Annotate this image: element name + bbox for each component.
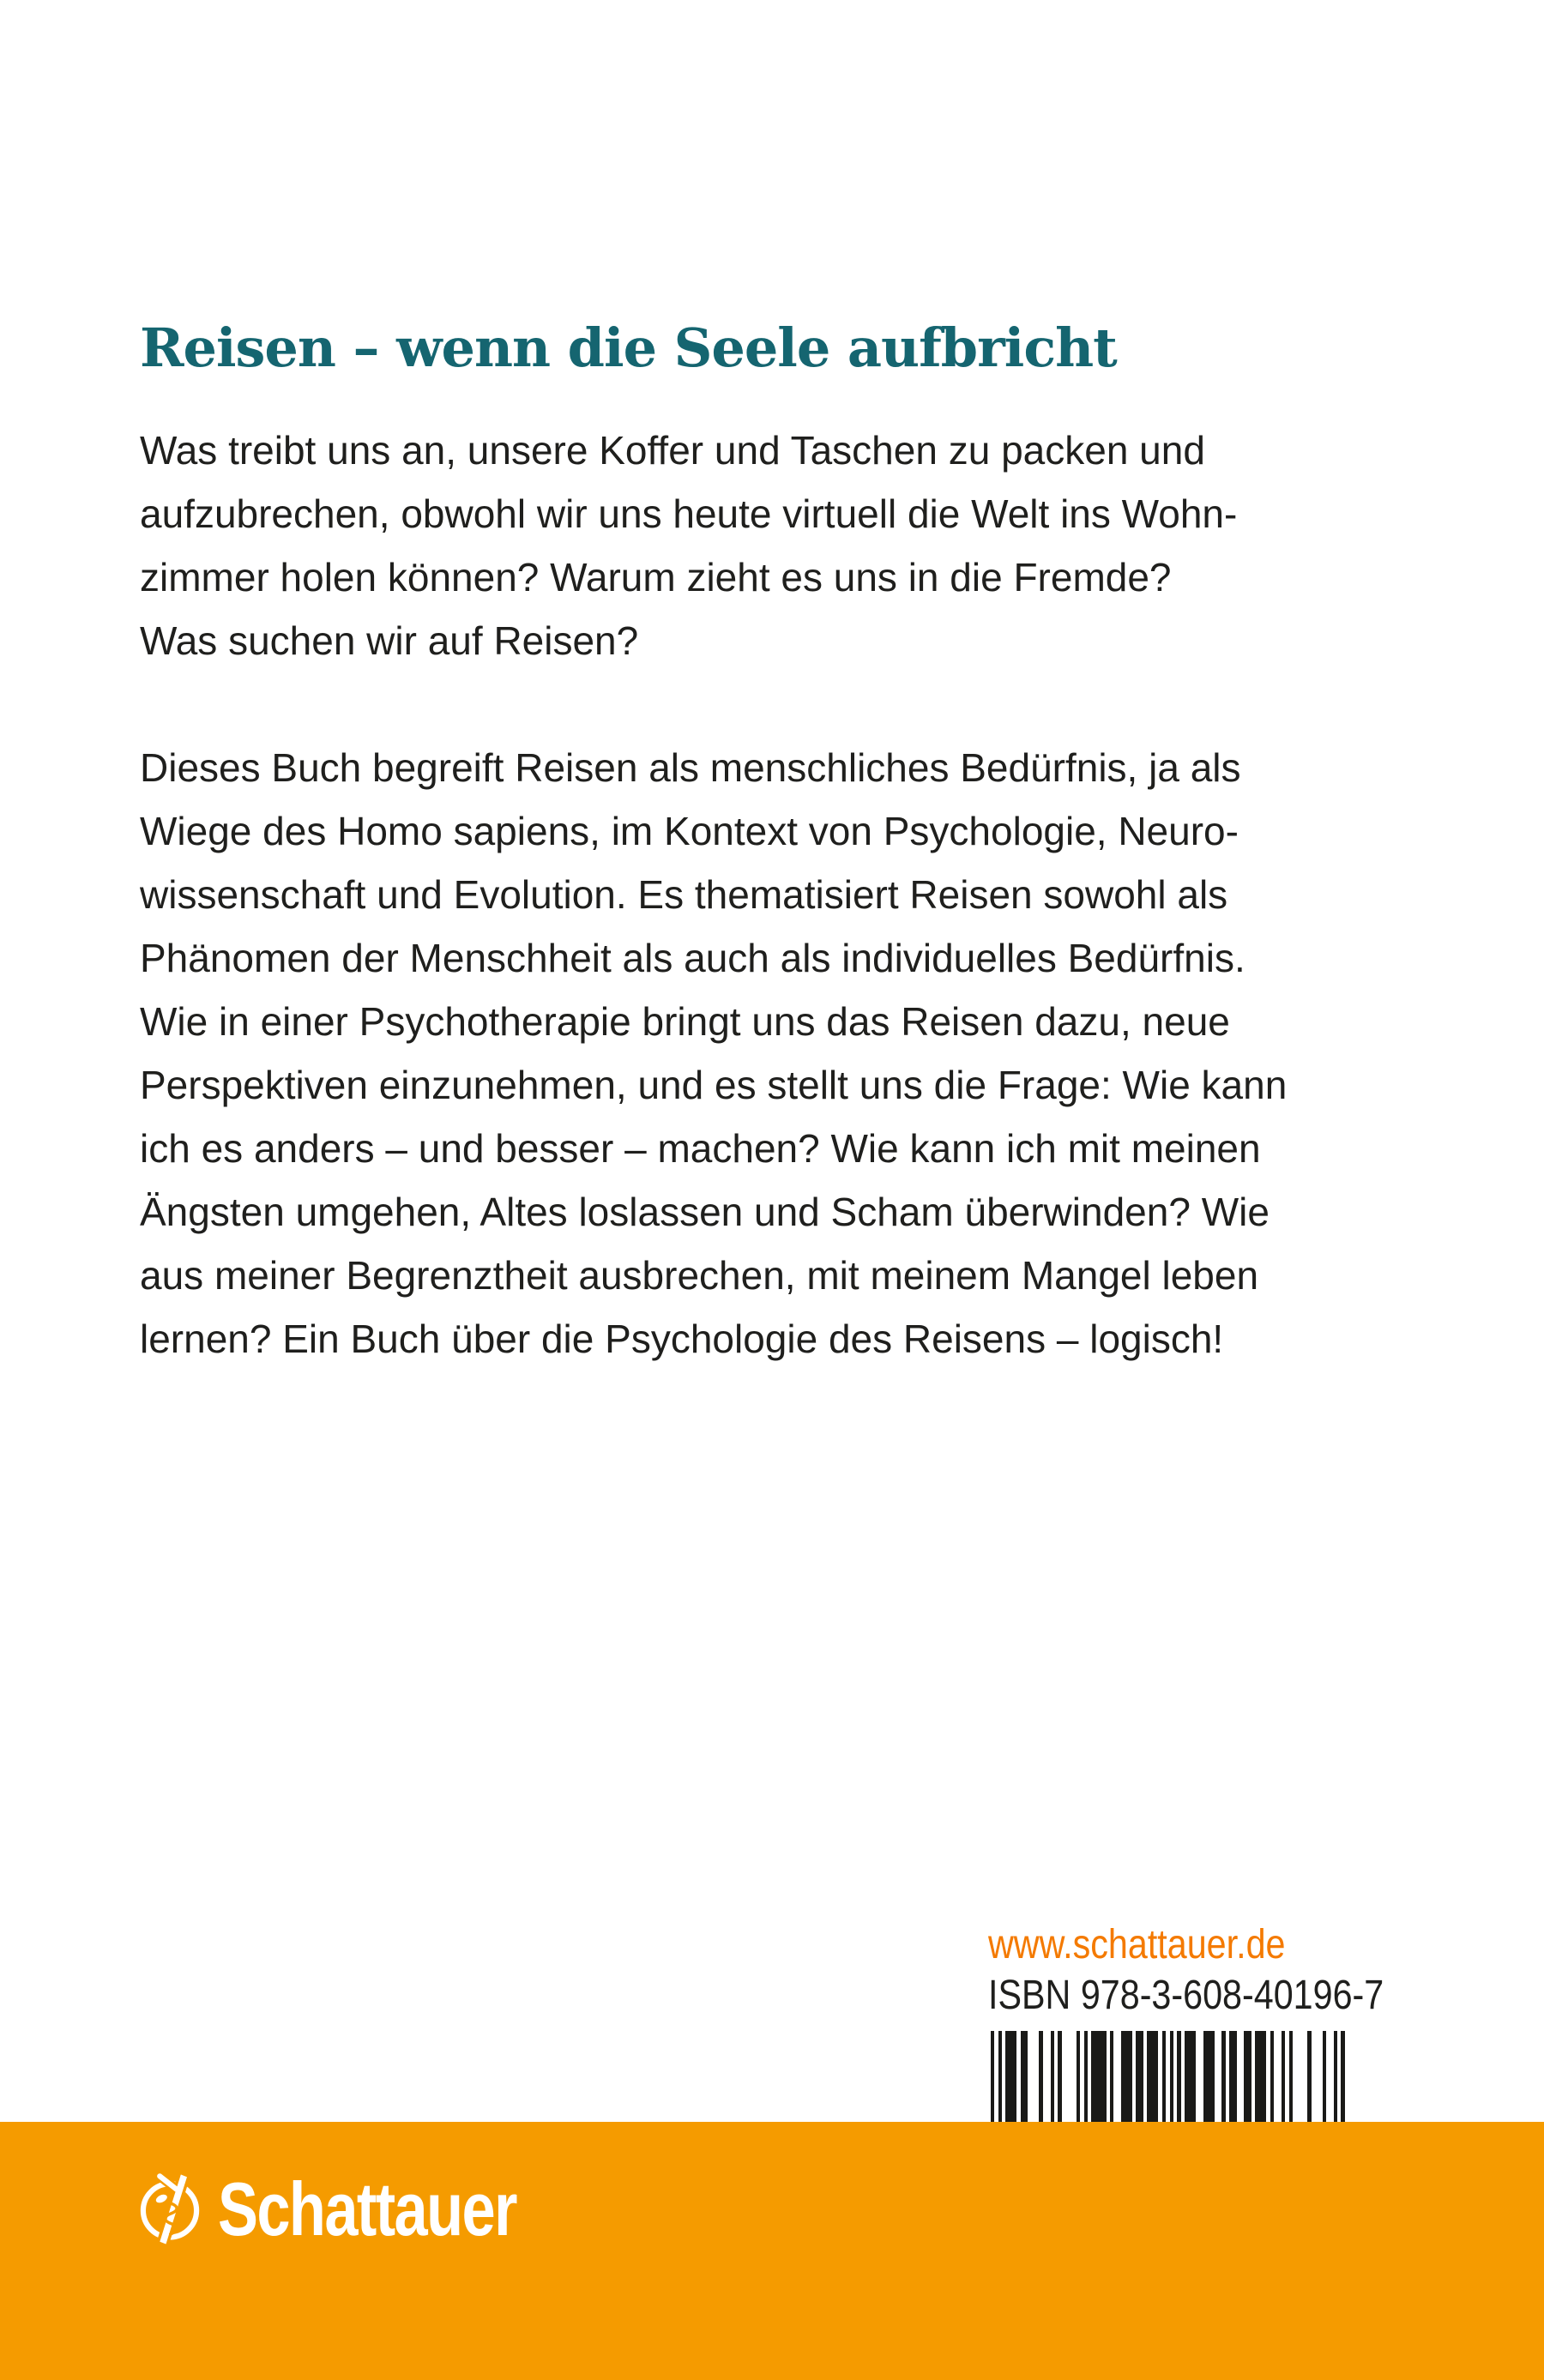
text-line: wissenschaft und Evolution. Es thematisiert Reisen sowohl als [140,872,1228,917]
text-line: aufzubrechen, obwohl wir uns heute virtuell die Welt ins Wohn- [140,491,1238,536]
barcode-module [1341,2031,1344,2122]
text-line: aus meiner Begrenztheit ausbrechen, mit meinem Mangel leben [140,1253,1259,1298]
publisher-footer-band [0,2122,1544,2380]
isbn-barcode [991,2031,1344,2122]
intro-paragraph [140,419,1495,672]
publisher-website-link[interactable]: www.schattauer.de [988,1922,1286,1967]
text-line: ich es anders – und besser – machen? Wie kann ich mit meinen [140,1126,1261,1171]
text-line: Wiege des Homo sapiens, im Kontext von Psychologie, Neuro- [140,809,1239,853]
text-line: Dieses Buch begreift Reisen als menschliches Bedürfnis, ja als [140,745,1241,790]
text-line: lernen? Ein Buch über die Psychologie des Reisens – logisch! [140,1317,1224,1361]
text-line: Phänomen der Menschheit als auch als individuelles Bedürfnis. [140,936,1245,980]
text-line: Was treibt uns an, unsere Koffer und Taschen zu packen und [140,428,1205,473]
text-line: Was suchen wir auf Reisen? [140,618,639,663]
text-line: zimmer holen können? Warum zieht es uns in die Fremde? [140,555,1172,600]
back-cover-title: Reisen – wenn die Seele aufbricht [140,316,1117,379]
publisher-logo [137,2166,591,2251]
text-line: Wie in einer Psychotherapie bringt uns das Reisen dazu, neue [140,999,1230,1044]
description-paragraph [140,736,1495,1371]
isbn-text: ISBN 978-3-608-40196-7 [988,1973,1384,2018]
aesculapius-staff-icon [137,2172,202,2247]
text-line: Ängsten umgehen, Altes loslassen und Scham überwinden? Wie [140,1190,1270,1234]
text-line: Perspektiven einzunehmen, und es stellt uns die Frage: Wie kann [140,1063,1288,1107]
publisher-wordmark: Schattauer [218,2166,516,2251]
